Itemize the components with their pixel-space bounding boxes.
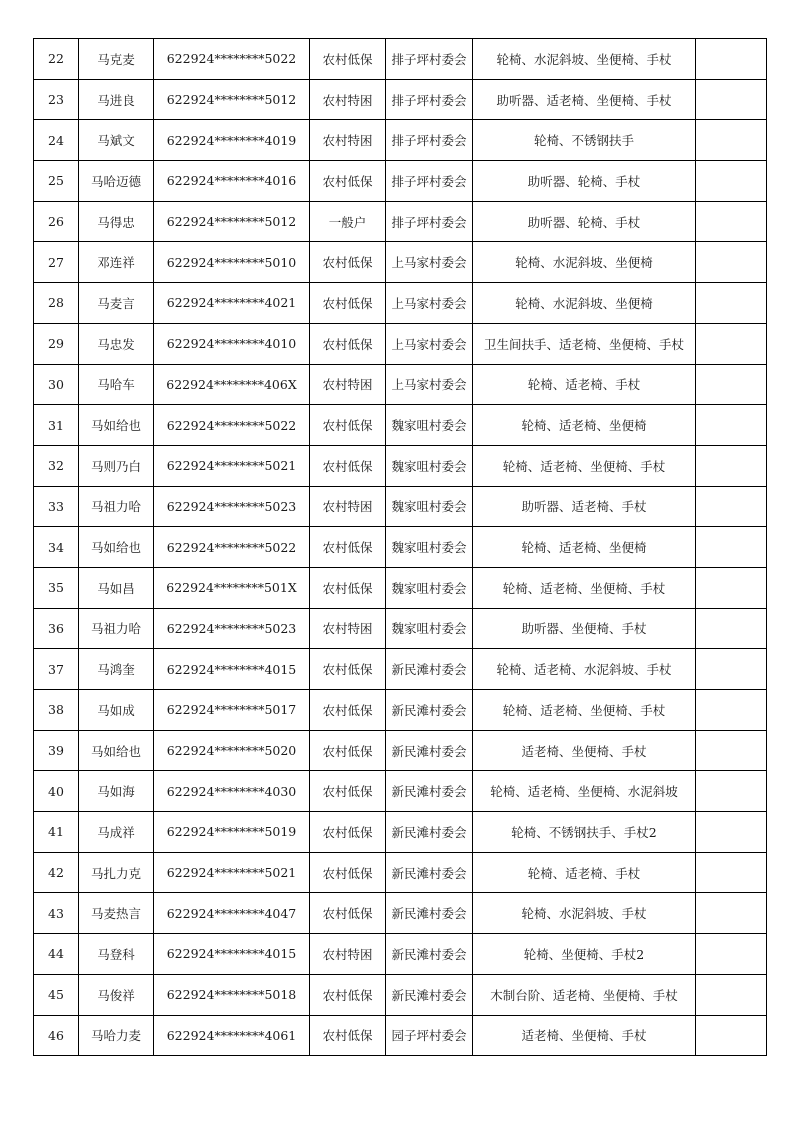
- person-name-cell: 马麦言: [79, 283, 154, 324]
- household-type-cell: 农村低保: [310, 323, 386, 364]
- village-committee-cell: 魏家咀村委会: [386, 486, 473, 527]
- table-row: [34, 1015, 767, 1056]
- assistive-devices-cell: 轮椅、适老椅、坐便椅、手杖: [473, 445, 696, 486]
- assistive-devices-cell: 轮椅、适老椅、坐便椅: [473, 527, 696, 568]
- id-number-cell: 622924********4015: [154, 934, 310, 975]
- remarks-cell: [696, 79, 767, 120]
- id-number-cell: 622924********5021: [154, 852, 310, 893]
- person-name-cell: 马忠发: [79, 323, 154, 364]
- id-number-cell: 622924********4047: [154, 893, 310, 934]
- household-type-cell: 农村低保: [310, 893, 386, 934]
- table-row: [34, 690, 767, 731]
- row-number-cell: 40: [34, 771, 79, 812]
- id-number-cell: 622924********5012: [154, 201, 310, 242]
- row-number-cell: 27: [34, 242, 79, 283]
- row-number-cell: 29: [34, 323, 79, 364]
- assistive-devices-cell: 适老椅、坐便椅、手杖: [473, 1015, 696, 1056]
- village-committee-cell: 新民滩村委会: [386, 812, 473, 853]
- assistive-devices-cell: 轮椅、水泥斜坡、坐便椅、手杖: [473, 39, 696, 80]
- row-number-cell: 28: [34, 283, 79, 324]
- person-name-cell: 马祖力哈: [79, 608, 154, 649]
- assistive-devices-cell: 轮椅、水泥斜坡、手杖: [473, 893, 696, 934]
- row-number-cell: 30: [34, 364, 79, 405]
- table-row: [34, 730, 767, 771]
- id-number-cell: 622924********501X: [154, 567, 310, 608]
- person-name-cell: 马进良: [79, 79, 154, 120]
- person-name-cell: 马登科: [79, 934, 154, 975]
- row-number-cell: 46: [34, 1015, 79, 1056]
- id-number-cell: 622924********4015: [154, 649, 310, 690]
- remarks-cell: [696, 323, 767, 364]
- table-row: [34, 364, 767, 405]
- village-committee-cell: 园子坪村委会: [386, 1015, 473, 1056]
- household-type-cell: 农村特困: [310, 934, 386, 975]
- table-row: [34, 39, 767, 80]
- id-number-cell: 622924********5023: [154, 486, 310, 527]
- remarks-cell: [696, 39, 767, 80]
- table-row: [34, 852, 767, 893]
- person-name-cell: 马俊祥: [79, 974, 154, 1015]
- id-number-cell: 622924********5022: [154, 527, 310, 568]
- row-number-cell: 36: [34, 608, 79, 649]
- roster-body: [34, 39, 767, 1056]
- assistive-devices-cell: 轮椅、适老椅、坐便椅、手杖: [473, 690, 696, 731]
- assistive-devices-cell: 助听器、适老椅、手杖: [473, 486, 696, 527]
- household-type-cell: 农村低保: [310, 812, 386, 853]
- row-number-cell: 23: [34, 79, 79, 120]
- table-row: [34, 323, 767, 364]
- village-committee-cell: 排子坪村委会: [386, 79, 473, 120]
- village-committee-cell: 排子坪村委会: [386, 39, 473, 80]
- village-committee-cell: 新民滩村委会: [386, 690, 473, 731]
- row-number-cell: 22: [34, 39, 79, 80]
- assistive-devices-cell: 助听器、轮椅、手杖: [473, 161, 696, 202]
- id-number-cell: 622924********5022: [154, 39, 310, 80]
- id-number-cell: 622924********4016: [154, 161, 310, 202]
- remarks-cell: [696, 812, 767, 853]
- village-committee-cell: 魏家咀村委会: [386, 608, 473, 649]
- roster-table: [33, 38, 767, 1056]
- assistive-devices-cell: 助听器、坐便椅、手杖: [473, 608, 696, 649]
- household-type-cell: 农村低保: [310, 161, 386, 202]
- assistive-devices-cell: 卫生间扶手、适老椅、坐便椅、手杖: [473, 323, 696, 364]
- remarks-cell: [696, 690, 767, 731]
- household-type-cell: 农村低保: [310, 39, 386, 80]
- household-type-cell: 农村低保: [310, 730, 386, 771]
- row-number-cell: 39: [34, 730, 79, 771]
- id-number-cell: 622924********4010: [154, 323, 310, 364]
- remarks-cell: [696, 1015, 767, 1056]
- row-number-cell: 38: [34, 690, 79, 731]
- assistive-devices-cell: 轮椅、适老椅、坐便椅、水泥斜坡: [473, 771, 696, 812]
- id-number-cell: 622924********4019: [154, 120, 310, 161]
- remarks-cell: [696, 974, 767, 1015]
- remarks-cell: [696, 852, 767, 893]
- remarks-cell: [696, 405, 767, 446]
- table-row: [34, 242, 767, 283]
- remarks-cell: [696, 567, 767, 608]
- remarks-cell: [696, 242, 767, 283]
- household-type-cell: 农村特困: [310, 120, 386, 161]
- table-row: [34, 812, 767, 853]
- row-number-cell: 43: [34, 893, 79, 934]
- row-number-cell: 33: [34, 486, 79, 527]
- village-committee-cell: 排子坪村委会: [386, 120, 473, 161]
- village-committee-cell: 上马家村委会: [386, 364, 473, 405]
- remarks-cell: [696, 445, 767, 486]
- row-number-cell: 32: [34, 445, 79, 486]
- id-number-cell: 622924********5023: [154, 608, 310, 649]
- household-type-cell: 农村低保: [310, 527, 386, 568]
- village-committee-cell: 魏家咀村委会: [386, 567, 473, 608]
- household-type-cell: 农村低保: [310, 242, 386, 283]
- person-name-cell: 马如给也: [79, 527, 154, 568]
- remarks-cell: [696, 486, 767, 527]
- table-row: [34, 649, 767, 690]
- person-name-cell: 马斌文: [79, 120, 154, 161]
- table-row: [34, 405, 767, 446]
- village-committee-cell: 上马家村委会: [386, 283, 473, 324]
- household-type-cell: 农村低保: [310, 283, 386, 324]
- row-number-cell: 37: [34, 649, 79, 690]
- id-number-cell: 622924********5018: [154, 974, 310, 1015]
- table-row: [34, 934, 767, 975]
- household-type-cell: 农村低保: [310, 445, 386, 486]
- id-number-cell: 622924********5020: [154, 730, 310, 771]
- village-committee-cell: 上马家村委会: [386, 242, 473, 283]
- village-committee-cell: 新民滩村委会: [386, 649, 473, 690]
- person-name-cell: 马如给也: [79, 405, 154, 446]
- person-name-cell: 马得忠: [79, 201, 154, 242]
- table-row: [34, 527, 767, 568]
- village-committee-cell: 排子坪村委会: [386, 161, 473, 202]
- id-number-cell: 622924********4021: [154, 283, 310, 324]
- table-row: [34, 445, 767, 486]
- remarks-cell: [696, 730, 767, 771]
- person-name-cell: 马鸿奎: [79, 649, 154, 690]
- id-number-cell: 622924********5010: [154, 242, 310, 283]
- household-type-cell: 农村低保: [310, 405, 386, 446]
- village-committee-cell: 新民滩村委会: [386, 934, 473, 975]
- household-type-cell: 农村低保: [310, 567, 386, 608]
- assistive-devices-cell: 适老椅、坐便椅、手杖: [473, 730, 696, 771]
- person-name-cell: 马如昌: [79, 567, 154, 608]
- row-number-cell: 45: [34, 974, 79, 1015]
- table-row: [34, 201, 767, 242]
- village-committee-cell: 新民滩村委会: [386, 893, 473, 934]
- village-committee-cell: 新民滩村委会: [386, 771, 473, 812]
- household-type-cell: 农村特困: [310, 486, 386, 527]
- household-type-cell: 农村低保: [310, 649, 386, 690]
- assistive-devices-cell: 轮椅、适老椅、手杖: [473, 364, 696, 405]
- remarks-cell: [696, 120, 767, 161]
- household-type-cell: 农村特困: [310, 608, 386, 649]
- village-committee-cell: 新民滩村委会: [386, 974, 473, 1015]
- remarks-cell: [696, 527, 767, 568]
- table-row: [34, 974, 767, 1015]
- assistive-devices-cell: 轮椅、不锈钢扶手: [473, 120, 696, 161]
- table-row: [34, 79, 767, 120]
- id-number-cell: 622924********5021: [154, 445, 310, 486]
- household-type-cell: 农村低保: [310, 690, 386, 731]
- table-row: [34, 567, 767, 608]
- row-number-cell: 35: [34, 567, 79, 608]
- row-number-cell: 24: [34, 120, 79, 161]
- remarks-cell: [696, 934, 767, 975]
- person-name-cell: 马麦热言: [79, 893, 154, 934]
- table-row: [34, 161, 767, 202]
- table-row: [34, 771, 767, 812]
- household-type-cell: 一般户: [310, 201, 386, 242]
- household-type-cell: 农村特困: [310, 364, 386, 405]
- row-number-cell: 44: [34, 934, 79, 975]
- person-name-cell: 邓连祥: [79, 242, 154, 283]
- row-number-cell: 41: [34, 812, 79, 853]
- table-row: [34, 283, 767, 324]
- id-number-cell: 622924********5017: [154, 690, 310, 731]
- id-number-cell: 622924********5012: [154, 79, 310, 120]
- village-committee-cell: 魏家咀村委会: [386, 527, 473, 568]
- row-number-cell: 42: [34, 852, 79, 893]
- person-name-cell: 马如成: [79, 690, 154, 731]
- village-committee-cell: 魏家咀村委会: [386, 405, 473, 446]
- village-committee-cell: 排子坪村委会: [386, 201, 473, 242]
- row-number-cell: 34: [34, 527, 79, 568]
- person-name-cell: 马哈力麦: [79, 1015, 154, 1056]
- person-name-cell: 马哈车: [79, 364, 154, 405]
- person-name-cell: 马如给也: [79, 730, 154, 771]
- person-name-cell: 马成祥: [79, 812, 154, 853]
- assistive-devices-cell: 轮椅、适老椅、坐便椅: [473, 405, 696, 446]
- remarks-cell: [696, 161, 767, 202]
- remarks-cell: [696, 893, 767, 934]
- assistive-devices-cell: 轮椅、水泥斜坡、坐便椅: [473, 242, 696, 283]
- household-type-cell: 农村特困: [310, 79, 386, 120]
- table-row: [34, 486, 767, 527]
- assistive-devices-cell: 轮椅、不锈钢扶手、手杖2: [473, 812, 696, 853]
- assistive-devices-cell: 轮椅、适老椅、手杖: [473, 852, 696, 893]
- remarks-cell: [696, 283, 767, 324]
- person-name-cell: 马克麦: [79, 39, 154, 80]
- table-row: [34, 120, 767, 161]
- id-number-cell: 622924********5022: [154, 405, 310, 446]
- remarks-cell: [696, 649, 767, 690]
- person-name-cell: 马扎力克: [79, 852, 154, 893]
- assistive-devices-cell: 轮椅、适老椅、水泥斜坡、手杖: [473, 649, 696, 690]
- id-number-cell: 622924********5019: [154, 812, 310, 853]
- assistive-devices-cell: 轮椅、水泥斜坡、坐便椅: [473, 283, 696, 324]
- person-name-cell: 马则乃白: [79, 445, 154, 486]
- row-number-cell: 25: [34, 161, 79, 202]
- assistive-devices-cell: 木制台阶、适老椅、坐便椅、手杖: [473, 974, 696, 1015]
- assistive-devices-cell: 助听器、轮椅、手杖: [473, 201, 696, 242]
- assistive-devices-cell: 轮椅、坐便椅、手杖2: [473, 934, 696, 975]
- assistive-devices-cell: 助听器、适老椅、坐便椅、手杖: [473, 79, 696, 120]
- village-committee-cell: 上马家村委会: [386, 323, 473, 364]
- person-name-cell: 马祖力哈: [79, 486, 154, 527]
- remarks-cell: [696, 771, 767, 812]
- household-type-cell: 农村低保: [310, 771, 386, 812]
- remarks-cell: [696, 608, 767, 649]
- village-committee-cell: 新民滩村委会: [386, 730, 473, 771]
- row-number-cell: 31: [34, 405, 79, 446]
- household-type-cell: 农村低保: [310, 1015, 386, 1056]
- remarks-cell: [696, 364, 767, 405]
- remarks-cell: [696, 201, 767, 242]
- village-committee-cell: 新民滩村委会: [386, 852, 473, 893]
- household-type-cell: 农村低保: [310, 852, 386, 893]
- id-number-cell: 622924********4030: [154, 771, 310, 812]
- assistive-devices-cell: 轮椅、适老椅、坐便椅、手杖: [473, 567, 696, 608]
- id-number-cell: 622924********406X: [154, 364, 310, 405]
- village-committee-cell: 魏家咀村委会: [386, 445, 473, 486]
- row-number-cell: 26: [34, 201, 79, 242]
- table-row: [34, 608, 767, 649]
- household-type-cell: 农村低保: [310, 974, 386, 1015]
- table-row: [34, 893, 767, 934]
- person-name-cell: 马哈迈德: [79, 161, 154, 202]
- id-number-cell: 622924********4061: [154, 1015, 310, 1056]
- person-name-cell: 马如海: [79, 771, 154, 812]
